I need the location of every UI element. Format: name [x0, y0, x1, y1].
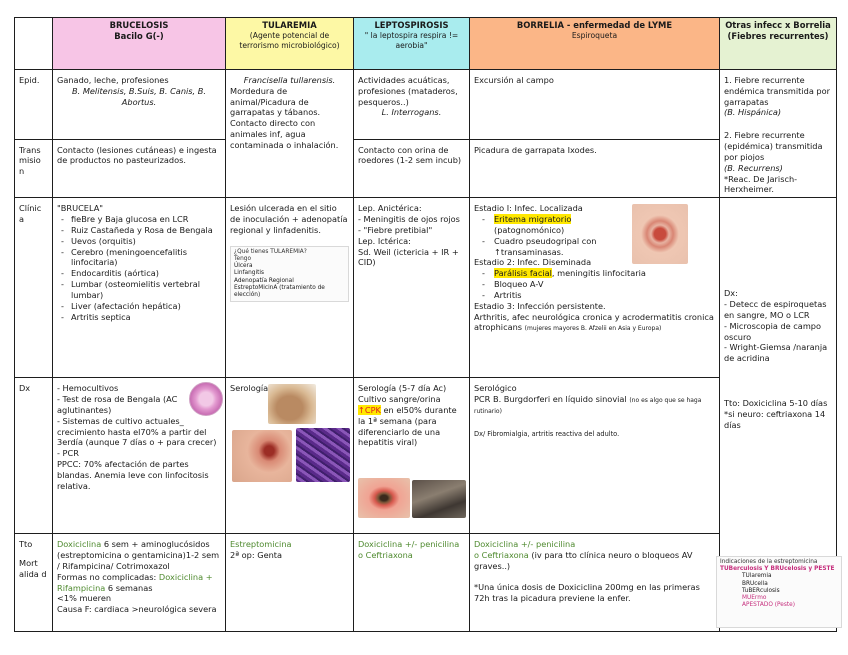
tularemia-sticker-line: EstreptoMicinA (tratamiento de elección): [234, 284, 325, 299]
otras-dx-title: Dx:: [724, 288, 738, 299]
tularemia-sticker-line: Úlcera: [234, 263, 253, 270]
row-label-dx: Dx: [15, 378, 53, 534]
tto-bru-p2: [57, 572, 221, 594]
cpk-highlight: ↑CPK: [358, 404, 381, 415]
clinica-borrelia-e2: Estadio 2: Infec. Diseminada: [474, 257, 592, 268]
zoonosis-table: [14, 17, 837, 632]
dx-lep-l1: Serología (5-7 día Ac): [358, 383, 447, 394]
epid-tularemia-text: Mordedura de animal/Picadura de garrapatas y tábanos.: [230, 85, 321, 118]
trans-tularemia-text: Contacto directo con animales inf, agua contaminada o inhalación.: [230, 118, 339, 150]
list-item: - Liver (afectación hepática): [57, 301, 221, 312]
row-label-tto-mort: [15, 534, 53, 632]
dx-bru-l4: - PCR: [57, 448, 79, 459]
row-label-epid: Epid.: [15, 70, 53, 140]
tto-lep-g1: Doxiciclina +/- penicilina o Ceftriaxona: [358, 539, 460, 561]
dx-bor-l3: Dx/ Fibromialgia, artritis reactiva del adulto.: [474, 429, 620, 438]
otras-dx-item: - Detecc de espiroquetas en sangre, MO o LCR: [724, 299, 827, 320]
otras-tto2: *si neuro: ceftriaxona 14 días: [724, 408, 826, 430]
tularemia-sticker-line: Linfangitis: [234, 270, 264, 277]
e3-text: Arthritis, afec neurológica cronica y acrodermatitis cronica atrophicans: [474, 311, 714, 333]
clinica-borrelia-e3: Estadio 3: Infección persistente.: [474, 300, 606, 311]
clinica-lep-l5: Sd. Weil (ictericia + IR + CID): [358, 246, 459, 268]
dx-lep-l2: Cultivo sangre/orina: [358, 394, 441, 405]
otras-dx-item: - Microscopia de campo oscuro: [724, 320, 821, 342]
dx-bru-l5: PPCC: 70% afectación de partes blandas. Anemia leve con linfocitosis relativa.: [57, 459, 209, 491]
trans-leptospirosis-text: Contacto con orina de roedores (1-2 sem incub): [358, 144, 462, 166]
epid-borrelia: [470, 70, 720, 140]
list-item: - Cerebro (meningoencefalitis linfocitaria): [57, 247, 221, 269]
clinica-borrelia-e3-text: [474, 312, 715, 334]
dx-leptospirosis: [354, 378, 470, 534]
header-brucelosis: [53, 18, 226, 70]
tto-bru-t4: <1% mueren: [57, 593, 112, 604]
list-item: [474, 268, 715, 279]
tto-bru-p1: [57, 539, 221, 571]
cpk-rest: en el50% durante la 1ª semana (para diferenciarlo de una hepatitis viral): [358, 404, 457, 448]
list-item: - Artritis: [474, 290, 715, 301]
dx-tularemia: [226, 378, 354, 534]
dx-bru-l3: - Sistemas de cultivo actuales_ crecimiento hasta el70% a partir del 3erdía (aunque 7 días o + para crecer): [57, 415, 217, 448]
header-borrelia-sub: Espiroqueta: [571, 31, 618, 41]
tto-tularemia: [226, 534, 354, 632]
tularemia-sticker-line: Adenopatía Regional: [234, 277, 294, 284]
list-item: - Uevos (orquitis): [57, 236, 221, 247]
epid-leptospirosis: [354, 70, 470, 140]
otras-p1-italic: (B. Hispánica): [724, 107, 782, 118]
trans-borrelia: [470, 139, 720, 198]
header-tularemia: [226, 18, 354, 70]
epid-leptospirosis-agent: L. Interrogans.: [381, 107, 442, 118]
strepto-sticker-lines: [720, 573, 838, 609]
list-item: [474, 214, 624, 225]
epid-row: [15, 70, 837, 140]
list-item: - Bloqueo A-V: [474, 279, 715, 290]
dx-bru-l2: - Test de rosa de Bengala (AC aglutinantes): [57, 394, 178, 415]
clinica-borrelia-e2-list: [474, 268, 715, 300]
epid-borrelia-text: Excursión al campo: [474, 75, 554, 85]
list-item: - Endocarditis (aórtica): [57, 268, 221, 279]
tto-tul-t1: 2ª op: Genta: [230, 550, 283, 561]
strepto-sticker-title: Indicaciones de la estreptomicina: [720, 559, 818, 565]
strepto-sticker-line: TuBERculosis: [742, 587, 780, 594]
header-tularemia-title: TULAREMIA: [262, 20, 317, 30]
epid-trans-tularemia: [226, 70, 354, 198]
tto-brucelosis: [53, 534, 226, 632]
header-otras-title: Otras infecc x Borrelia: [725, 20, 831, 30]
tto-bor-p2: [474, 550, 715, 572]
otras-top-cell: [720, 70, 837, 198]
tto-bru-t2: Formas no complicadas:: [57, 571, 159, 582]
row-label-tto: Tto: [19, 539, 33, 550]
dx-tularemia-text: Serología: [230, 383, 269, 394]
epid-leptospirosis-text: Actividades acuáticas, profesiones (mataderos, pesqueros..): [358, 75, 458, 107]
clinica-tularemia-text: Lesión ulcerada en el sitio de inoculación + adenopatía regional y linfadenitis.: [230, 203, 348, 235]
clinica-brucelosis: [53, 198, 226, 378]
clinica-lep-l4: Lep. Ictérica:: [358, 235, 411, 246]
strepto-sticker-line: BRUcella: [742, 580, 768, 587]
clinica-lep-l2: - Meningitis de ojos rojos: [358, 214, 460, 225]
strepto-sticker-mnemo: TUBerculosis Y BRUcelosis y PESTE: [720, 566, 835, 573]
strepto-sticker-line: MUErmo: [742, 595, 767, 602]
red-eye-photo: [358, 478, 410, 518]
clinica-leptospirosis: [354, 198, 470, 378]
header-borrelia: [470, 18, 720, 70]
header-leptospirosis-sub: " la leptospira respira != aerobia": [364, 31, 459, 51]
epid-tularemia-agent: Francisella tullarensis.: [243, 75, 336, 85]
dx-lep-l3: [358, 405, 465, 448]
erythema-migrans-photo: [632, 204, 688, 264]
epid-brucelosis: [53, 70, 226, 140]
list-item: - Ruiz Castañeda y Rosa de Bengala: [57, 225, 221, 236]
dx-row: [15, 378, 837, 534]
tto-tul-g1: Estreptomicina: [230, 539, 292, 550]
tto-bru-g1: Doxiciclina: [57, 539, 102, 550]
clinica-borrelia-e1-list: [474, 214, 624, 225]
dx-bor-l1: Serológico: [474, 383, 517, 394]
otras-p2-reaction: *Reac. De Jarisch-Herxheimer.: [724, 173, 798, 195]
purple-bacteria-micrograph: [296, 428, 350, 482]
list-item: - Lumbar (osteomielitis vertebral lumbar): [57, 279, 221, 301]
trans-brucelosis-text: Contacto (lesiones cutáneas) e ingesta de productos no pasteurizados.: [57, 144, 217, 166]
paralisis-facial-highlight: Parálisis facial: [494, 268, 552, 279]
tto-bor-t2: *Una única dosis de Doxiciclina 200mg en las primeras 72h tras la picadura previene la enfer.: [474, 581, 700, 603]
tto-bru-g2: Doxiciclina + Rifampicina: [57, 571, 213, 593]
otras-dx-item: - Wright-Giemsa /naranja de acridina: [724, 342, 828, 364]
epid-brucelosis-l2: B. Melitensis, B.Suis, B. Canis, B. Abortus.: [72, 85, 206, 107]
brucella-culture-plate: [189, 382, 223, 416]
header-brucelosis-title: BRUCELOSIS: [109, 20, 169, 30]
clinica-lep-l3: - "Fiebre pretibial": [358, 224, 433, 235]
tularemia-sticker-line: Tengo: [234, 256, 252, 262]
streptomycin-indications-sticker: [716, 556, 842, 628]
clinica-row: [15, 198, 837, 378]
otras-tto: Tto: Doxiciclina 5-10 días: [724, 398, 828, 409]
row-label-mortalidad: Mort alida d: [19, 558, 47, 579]
header-brucelosis-sub: Bacilo G(-): [114, 31, 164, 42]
otras-p2: 2. Fiebre recurrente (epidémica) transmitida por piojos: [724, 130, 823, 162]
clinica-lep-l1: Lep. Anictérica:: [358, 203, 422, 214]
dx-borrelia: [470, 378, 720, 534]
tto-bru-t3: 6 semanas: [105, 582, 153, 593]
dx-bor-l2-small: (no es algo que se haga rutinario): [474, 397, 702, 416]
clinica-borrelia: [470, 198, 720, 378]
clinica-brucelosis-list: [57, 214, 221, 322]
erythema-migratorio-highlight: Eritema migratorio: [494, 214, 572, 225]
clinica-borrelia-e1-list2: [474, 236, 634, 258]
header-empty-cell: [15, 18, 53, 70]
list-item: - Artritis septica: [57, 312, 221, 323]
tto-bor-t1: (iv para tto clínica neuro o bloqueos AV graves..): [474, 550, 693, 571]
strepto-sticker-line: APESTADO (Peste): [742, 602, 795, 609]
tto-row: [15, 534, 837, 632]
header-otras: [720, 18, 837, 70]
epid-brucelosis-l1: Ganado, leche, profesiones: [57, 75, 169, 85]
trans-borrelia-text: Picadura de garrapata Ixodes.: [474, 144, 597, 155]
dx-bor-l2-text: PCR B. Burgdorferi en líquido sinovial: [474, 394, 627, 405]
ulcer-hand-photo: [232, 430, 292, 482]
e3-small: (mujeres mayores B. Afzelii en Asia y Europa): [524, 325, 662, 333]
dx-bor-l2: [474, 394, 715, 416]
list-item: - Cuadro pseudogripal con ↑transaminasas.: [474, 236, 634, 258]
rat-photo: [412, 480, 466, 518]
dx-bru-l1: - Hemocultivos: [57, 383, 119, 394]
tularemia-mnemonic-sticker: [230, 246, 349, 303]
row-label-trans: Trans misio n: [15, 139, 53, 198]
header-tularemia-sub: (Agente potencial de terrorismo microbiológico): [239, 31, 340, 51]
strepto-sticker-line: TUlaremia: [742, 573, 772, 580]
clinica-brucelosis-title: "BRUCELA": [57, 203, 104, 214]
otras-p2-italic: (B. Recurrens): [724, 162, 783, 173]
header-borrelia-title: BORRELIA - enfermedad de LYME: [516, 20, 673, 30]
tto-borrelia: [470, 534, 720, 632]
tto-leptospirosis: [354, 534, 470, 632]
clinica-tularemia: [226, 198, 354, 378]
header-otras-sub: (Fiebres recurrentes): [727, 31, 829, 42]
clinica-borrelia-patognomonico: (patognomónico): [494, 224, 565, 235]
header-leptospirosis: [354, 18, 470, 70]
header-row: [15, 18, 837, 70]
tto-bor-g2: o Ceftriaxona: [474, 550, 529, 561]
header-leptospirosis-title: LEPTOSPIROSIS: [374, 20, 449, 30]
trans-brucelosis: [53, 139, 226, 198]
tto-bru-t5: Causa F: cardiaca >neurológica severa: [57, 604, 217, 615]
clinica-borrelia-e1: Estadio I: Infec. Localizada: [474, 203, 583, 214]
row-label-clinica: Clínic a: [15, 198, 53, 378]
trans-row: [15, 139, 837, 198]
list-item: - fieBre y Baja glucosa en LCR: [57, 214, 221, 225]
dx-brucelosis: [53, 378, 226, 534]
tto-bru-t1: 6 sem + aminoglucósidos (estreptomicina o gentamicina)1-2 sem / Rifampicina/ Cotrimoxazol: [57, 539, 220, 571]
trans-leptospirosis: [354, 139, 470, 198]
paralisis-rest: , meningitis linfocitaria: [551, 268, 646, 279]
tularemia-sticker-title: ¿Qué tienes TULAREMIA?: [234, 248, 307, 255]
otras-p1: 1. Fiebre recurrente endémica transmitida por garrapatas: [724, 75, 831, 107]
tto-bor-g1: Doxiciclina +/- penicilina: [474, 539, 576, 550]
rabbit-photo: [268, 384, 316, 424]
